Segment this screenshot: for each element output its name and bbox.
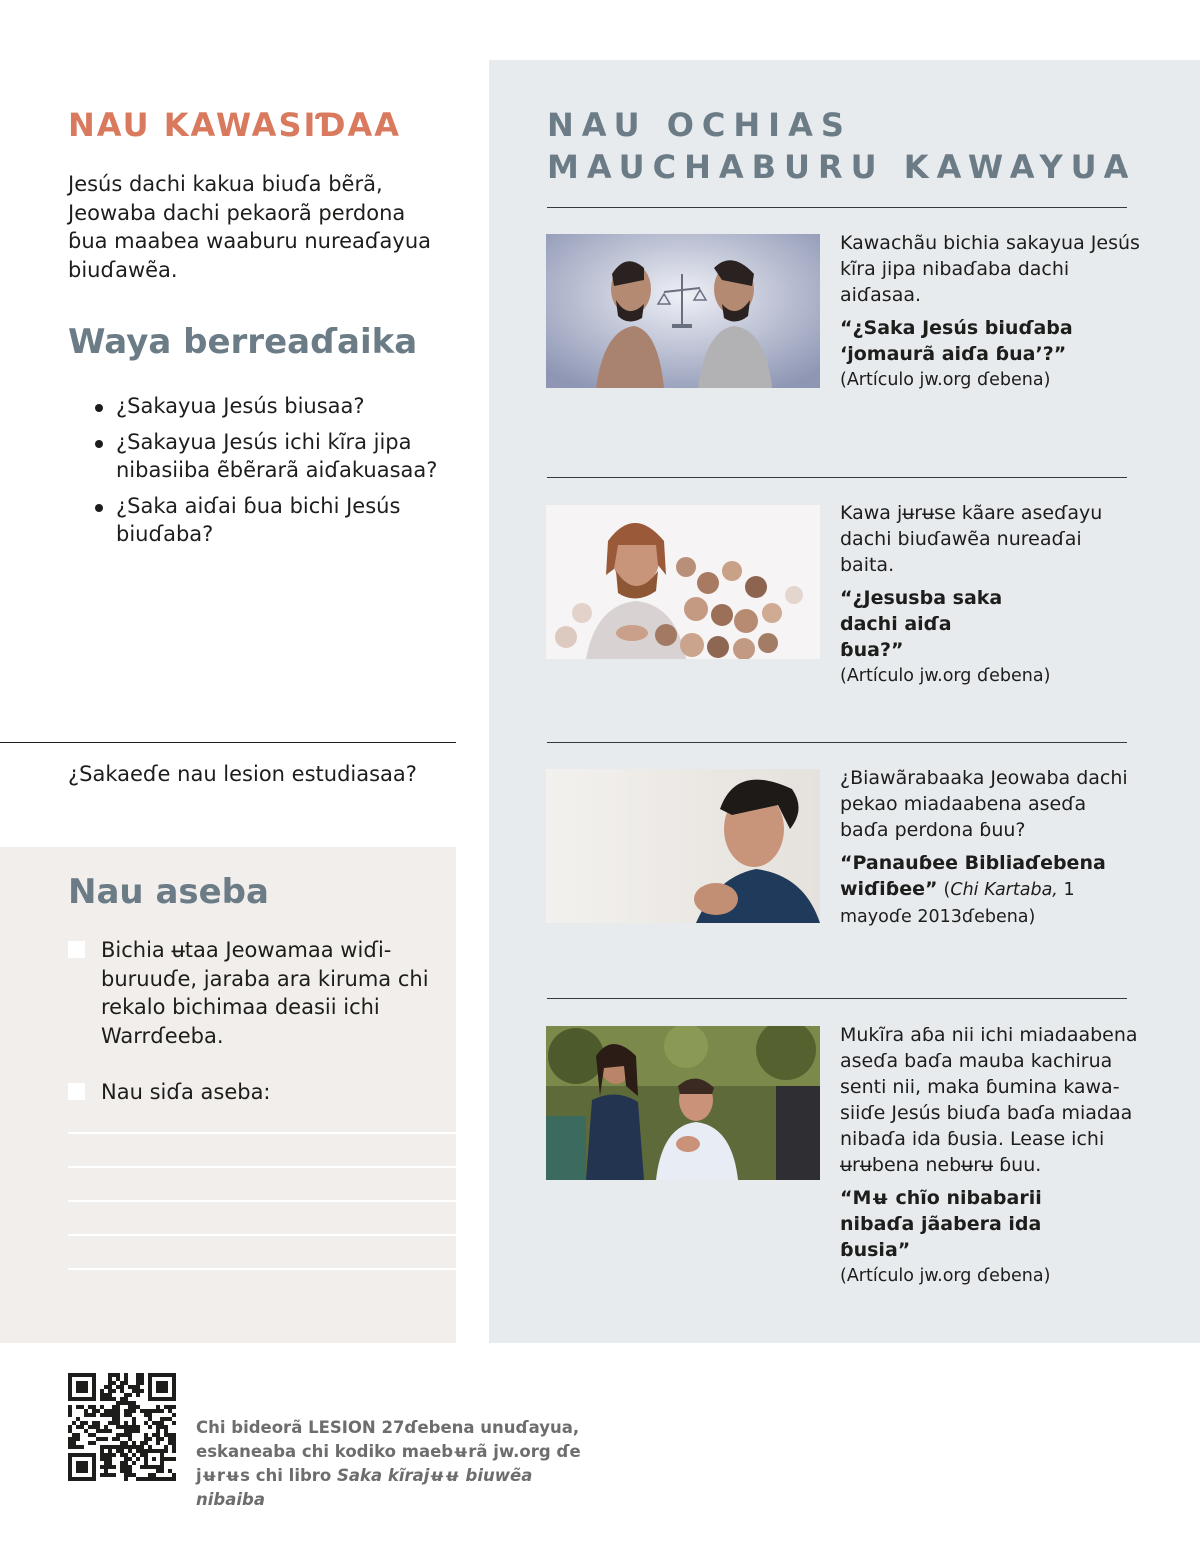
footer-text — [196, 1416, 596, 1512]
resource-title[interactable]: “Panauɓee Bibliaɗebena wiɗiɓee” — [840, 852, 1106, 900]
resource-source-italic: Chi Kartaba, — [950, 880, 1058, 900]
resource-item — [840, 500, 1140, 689]
writing-line[interactable] — [68, 1132, 456, 1134]
resource-item — [840, 230, 1140, 393]
assignment-item — [68, 936, 448, 1050]
resource-title[interactable]: “¿Saka Jesús biuɗaba ‘jomaurã aiɗa ɓua’?” — [840, 317, 1073, 365]
divider — [547, 207, 1127, 208]
summary-text: Jesús dachi kakua biuɗa bẽrã, Jeowaba dachi pekaorã perdona ɓua maabea waaburu nureaɗayua biuɗawẽa. — [68, 172, 432, 282]
resource-description: Kawachãu bichia sakayua Jesús kĩra jipa nibaɗaba dachi aiɗasaa. — [840, 232, 1140, 306]
man-praying-photo — [546, 769, 820, 923]
explore-title-line: NAU OCHIAS — [547, 106, 852, 144]
jesus-and-people-illustration — [546, 505, 820, 659]
review-title: Waya berreaɗaika — [68, 322, 418, 362]
assignment-title: Nau aseba — [68, 872, 269, 912]
resource-item — [840, 765, 1140, 930]
resource-item — [840, 1022, 1140, 1289]
resource-source: (Artículo jw.org ɗebena) — [840, 666, 1051, 686]
divider — [547, 742, 1127, 743]
writing-line[interactable] — [68, 1200, 456, 1202]
review-question-list — [95, 392, 445, 556]
divider — [547, 477, 1127, 478]
writing-line[interactable] — [68, 1268, 456, 1270]
assignment-checkbox[interactable] — [68, 941, 85, 958]
divider — [547, 998, 1127, 999]
resource-source: 1 mayoɗe 2013ɗebena) — [840, 880, 1075, 927]
assignment-item-text: Nau siɗa aseba: — [101, 1080, 271, 1104]
resource-title[interactable]: “¿Jesusba saka dachi aiɗa ɓua?” — [840, 587, 1003, 661]
footer-line: Chi bideorã LESION 27ɗebena unuɗayua, — [196, 1418, 580, 1437]
assignment-checkbox[interactable] — [68, 1083, 85, 1100]
writing-line[interactable] — [68, 1166, 456, 1168]
summary-title: NAU KAWASIƊAA — [68, 106, 402, 144]
resource-source: (Artículo jw.org ɗebena) — [840, 1266, 1051, 1286]
resource-reference: “Panauɓee Bibliaɗebena wiɗiɓee” (Chi Kartaba, 1 mayoɗe 2013ɗebena) — [840, 852, 1106, 927]
study-date-prompt: ¿Sakaeɗe nau lesion estudiasaa? — [68, 762, 417, 786]
resource-description: ¿Biawãrabaaka Jeowaba dachi pekao miadaabena aseɗa baɗa perdona ɓuu? — [840, 767, 1128, 841]
explore-title-line: MAUCHABURU KAWAYUA — [547, 148, 1137, 186]
qr-code[interactable] — [68, 1373, 176, 1481]
review-question: ¿Sakayua Jesús biusaa? — [95, 392, 445, 421]
review-question: ¿Sakayua Jesús ichi kĩra jipa nibasiiba ẽbẽrarã aiɗakuasaa? — [95, 428, 445, 485]
couple-in-garden-photo — [546, 1026, 820, 1180]
resource-title[interactable]: “Mʉ chĩo nibabarii nibaɗa jãabera ida ɓusia” — [840, 1187, 1042, 1261]
explore-title — [547, 104, 1147, 188]
writing-line[interactable] — [68, 1234, 456, 1236]
footer-line: jʉrʉs chi libro — [196, 1466, 337, 1485]
divider — [0, 742, 456, 743]
assignment-item — [68, 1078, 448, 1107]
book-title: Saka kĩrajʉʉ biuwẽa nibaiba — [196, 1466, 533, 1509]
resource-source: (Artículo jw.org ɗebena) — [840, 370, 1051, 390]
footer-line: eskaneaba chi kodiko maebʉrã jw.org ɗe — [196, 1442, 581, 1461]
review-question: ¿Saka aiɗai ɓua bichi Jesús biuɗaba? — [95, 492, 445, 549]
assignment-item-text: Bichia ʉtaa Jeowamaa wiɗi-buruuɗe, jaraba ara kiruma chi rekalo bichimaa deasii ichi Warrɗeeba. — [101, 938, 429, 1048]
resource-description: Kawa jʉrʉse kãare aseɗayu dachi biuɗawẽa nureaɗai baita. — [840, 502, 1103, 576]
resource-description: Mukĩra aɓa nii ichi miadaabena aseɗa baɗa mauba kachirua senti nii, maka ɓumina kawa-siiɗe Jesús biuɗa baɗa miadaa nibaɗa ida ɓusia. Lease ichi ʉrʉbena nebʉrʉ ɓuu. — [840, 1024, 1138, 1176]
two-men-and-scales-illustration — [546, 234, 820, 388]
